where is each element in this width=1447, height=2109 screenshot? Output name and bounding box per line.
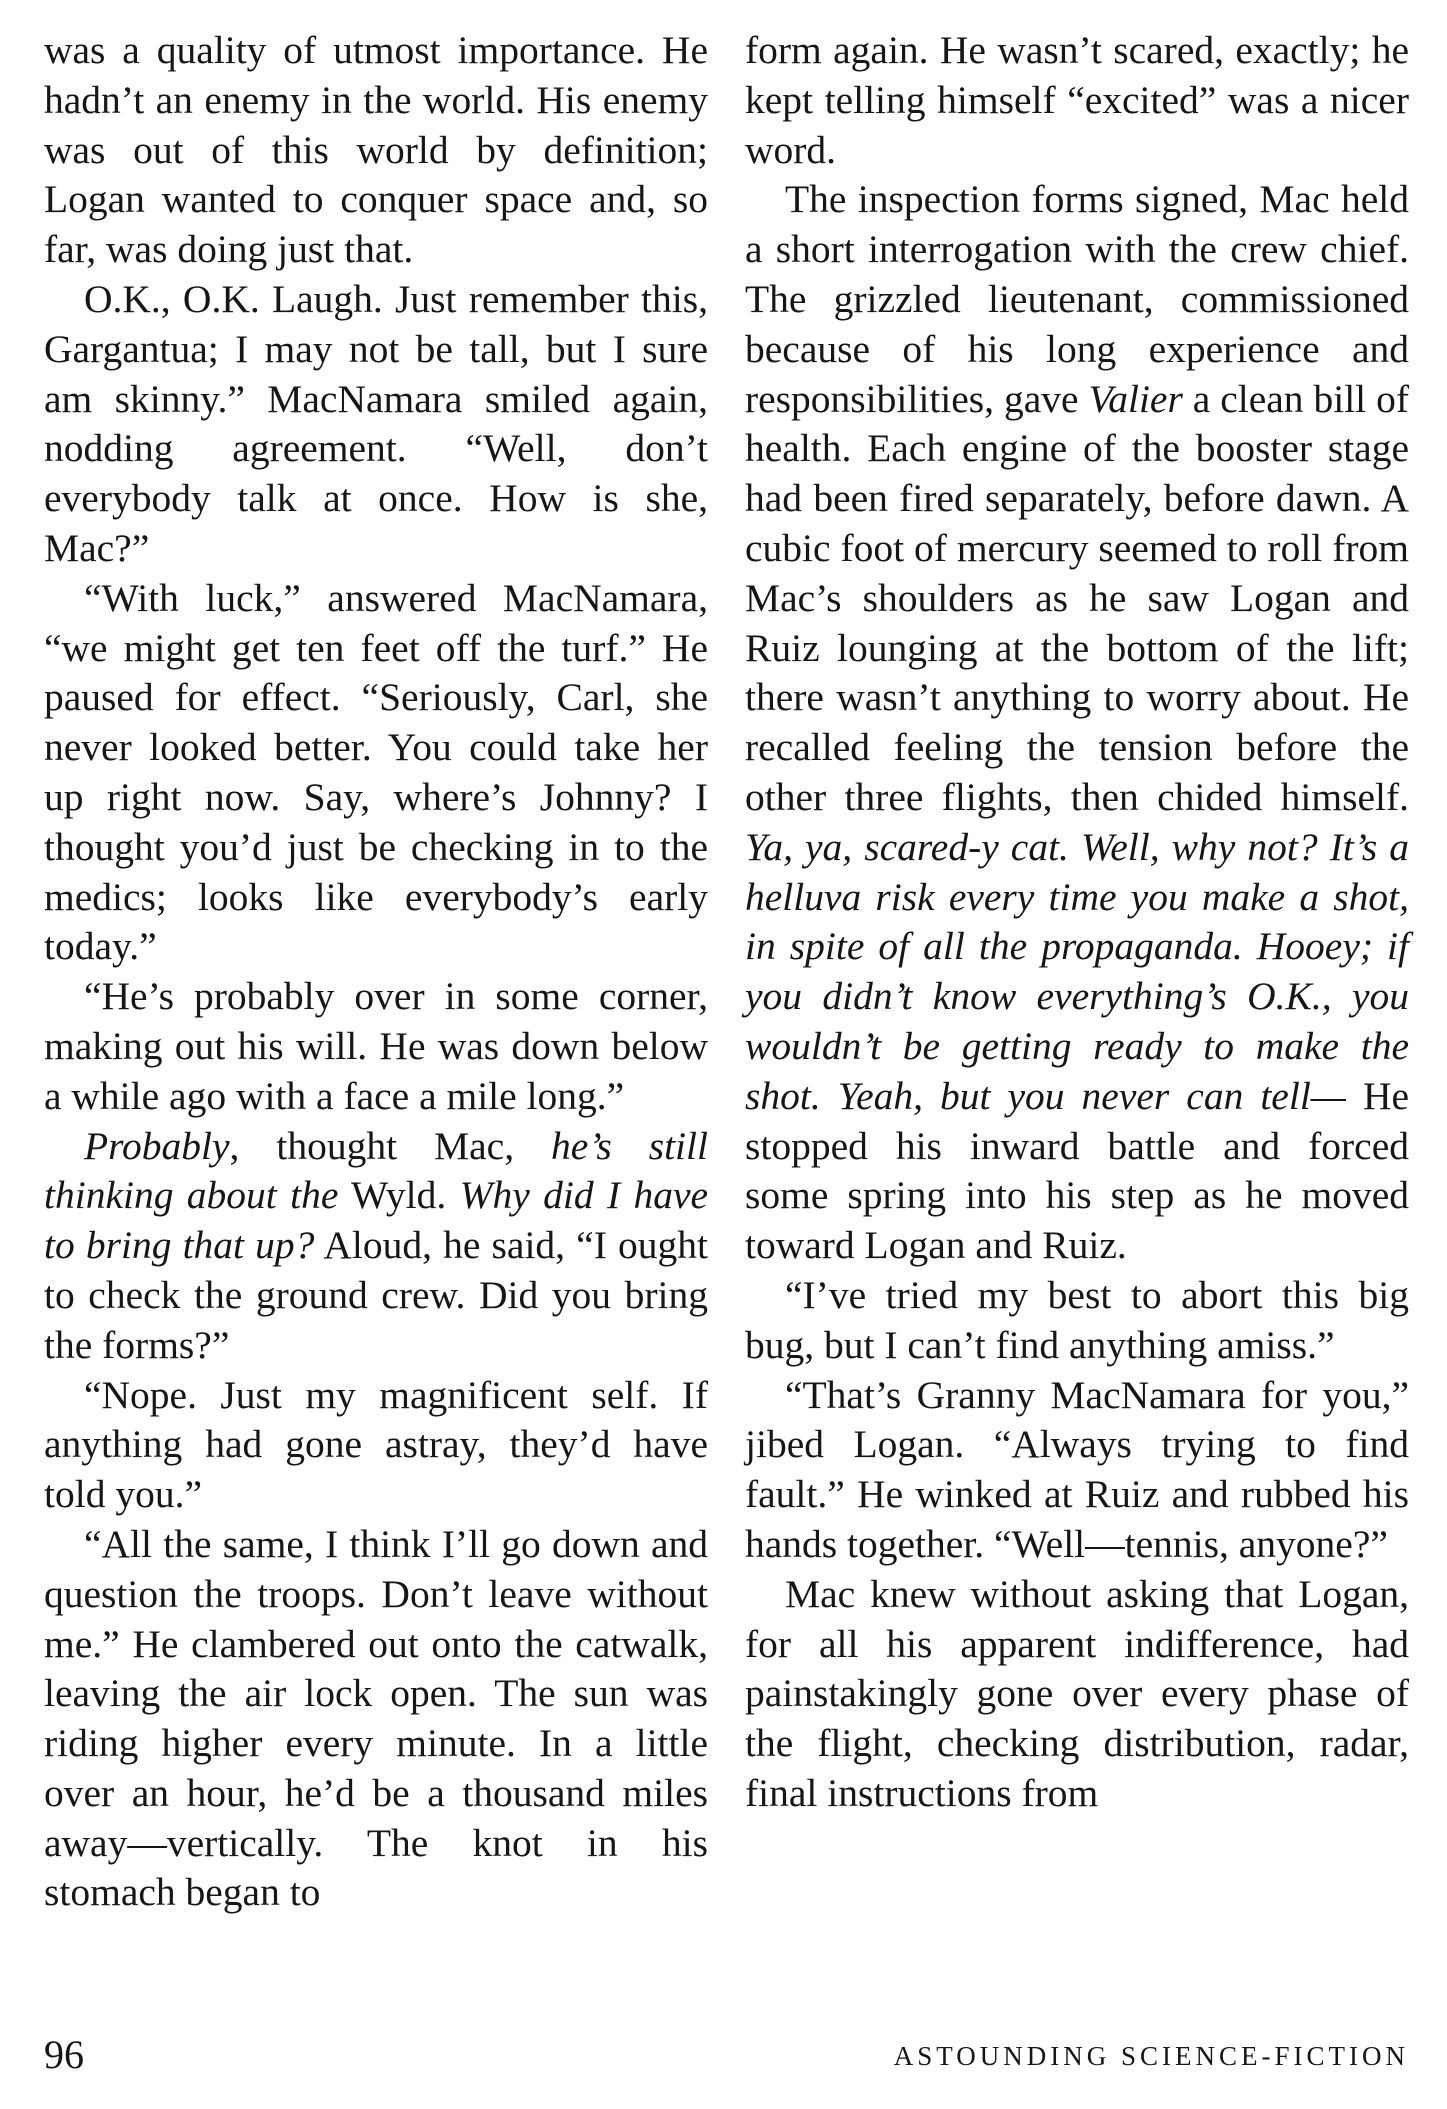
text-run: Aloud, he said, “I ought to check the ground crew. Did you bring the forms?” <box>44 1223 708 1367</box>
text-run: “That’s Granny MacNamara for you,” jibed Logan. “Always trying to find fault.” He winked at Ruiz and rubbed his hands together. “Well—tennis, anyone?” <box>745 1372 1409 1566</box>
ship-name: Valier <box>1088 376 1183 421</box>
page-footer <box>44 2030 1409 2080</box>
paragraph <box>44 26 708 275</box>
paragraph <box>44 275 708 574</box>
italic-thought: Ya, ya, scared-y cat. Well, why not? It’s a helluva risk every time you make a shot, in spite of all the propaganda. Hooey; if you didn’t know everything’s O.K., you wouldn’t be getting ready to make the shot. Yeah, but you never can tell— <box>745 824 1409 1118</box>
running-title: ASTOUNDING SCIENCE-FICTION <box>893 2041 1409 2071</box>
page-number: 96 <box>44 2032 84 2077</box>
text-run: “All the same, I think I’ll go down and question the troops. Don’t leave without me.” He clambered out onto the catwalk, leaving the air lock open. The sun was riding higher every minute. In a little over an hour, he’d be a thousand miles away—vertically. The knot in his stomach began to <box>44 1521 708 1915</box>
italic-thought: Probably <box>84 1123 230 1168</box>
paragraph <box>44 972 708 1121</box>
text-run: “I’ve tried my best to abort this big bug, but I can’t find anything amiss.” <box>745 1272 1409 1367</box>
text-run: “With luck,” answered MacNamara, “we might get ten feet off the turf.” He paused for effect. “Seriously, Carl, she never looked better. You could take her up right now. Say, where’s Johnny? I thought you’d just be checking in to the medics; looks like everybody’s early today.” <box>44 575 708 969</box>
text-run: O.K., O.K. Laugh. Just remember this, Gargantua; I may not be tall, but I sure am skinny.” MacNamara smiled again, nodding agreement. “Well, don’t everybody talk at once. How is she, Mac?” <box>44 276 708 570</box>
paragraph <box>44 1371 708 1520</box>
text-run: a clean bill of health. Each engine of the booster stage had been fired separately, before dawn. A cubic foot of mercury seemed to roll from Mac’s shoulders as he saw Logan and Ruiz lounging at the bottom of the lift; there wasn’t anything to worry about. He recalled feeling the tension before the other three flights, then chided himself. <box>745 376 1409 819</box>
text-run: He stopped his inward battle and forced some spring into his step as he moved toward Logan and Ruiz. <box>745 1073 1409 1268</box>
paragraph <box>44 1122 708 1371</box>
text-column-left <box>44 26 708 1918</box>
paragraph <box>44 574 708 972</box>
paragraph <box>745 1570 1409 1819</box>
text-run: “He’s probably over in some corner, making out his will. He was down below a while ago with a face a mile long.” <box>44 974 708 1118</box>
paragraph <box>745 175 1409 1271</box>
italic-thought: Why did I have to bring that up? <box>44 1173 709 1268</box>
text-run: Wyld. <box>338 1173 460 1218</box>
paragraph <box>745 26 1409 175</box>
text-column-right <box>745 26 1409 1819</box>
text-run: was a quality of utmost importance. He hadn’t an enemy in the world. His enemy was out of this world by definition; Logan wanted to conquer space and, so far, was doing just that. <box>44 28 708 272</box>
paragraph <box>745 1271 1409 1371</box>
text-run: The inspection forms signed, Mac held a short interrogation with the crew chief. The grizzled lieutenant, commissioned because of his long experience and responsibilities, gave <box>745 177 1409 421</box>
text-run: , thought Mac, <box>229 1123 552 1168</box>
text-run: “Nope. Just my magnificent self. If anything had gone astray, they’d have told you.” <box>44 1372 708 1517</box>
paragraph <box>44 1520 708 1918</box>
text-run: form again. He wasn’t scared, exactly; he kept telling himself “excited” was a nicer word. <box>745 28 1409 172</box>
italic-thought: he’s still thinking about the <box>44 1123 708 1218</box>
text-run: Mac knew without asking that Logan, for all his apparent indifference, had painstakingly gone over every phase of the flight, checking distribution, radar, final instructions from <box>745 1571 1409 1815</box>
paragraph <box>745 1371 1409 1570</box>
